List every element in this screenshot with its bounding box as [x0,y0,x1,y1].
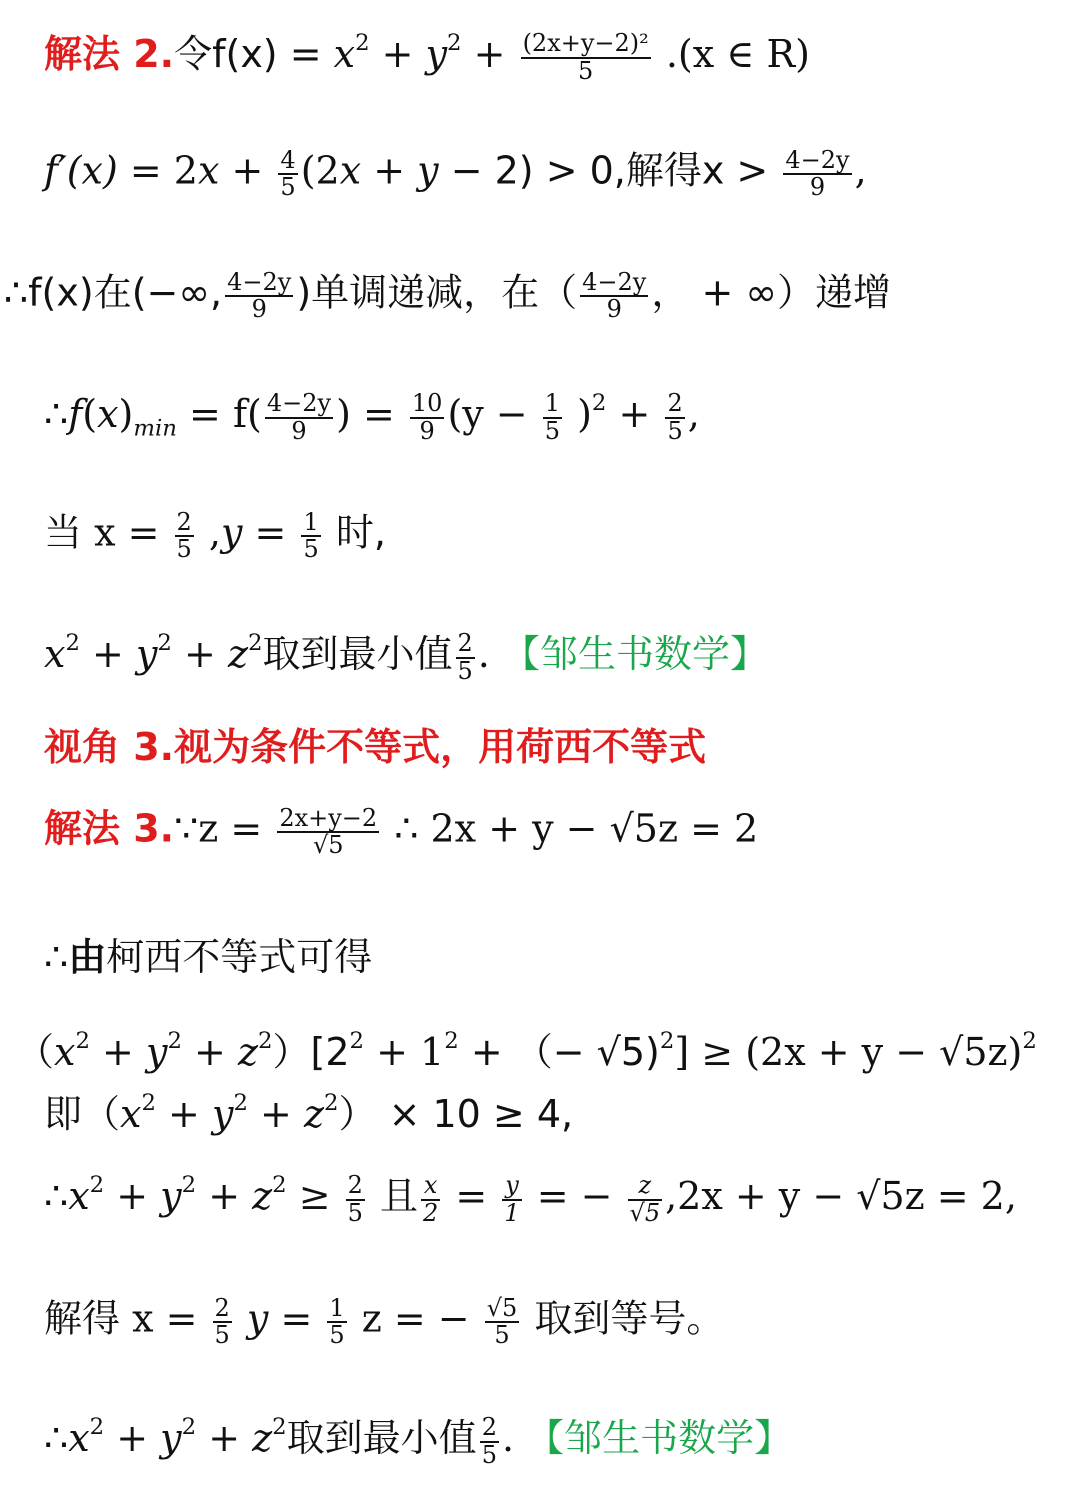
text: , [854,148,867,193]
denominator: 5 [280,173,296,202]
line-12 [44,1172,1017,1226]
denominator: 5 [303,535,319,564]
exp: 2 [257,1028,273,1054]
text: ∴ [44,1174,69,1219]
numerator: 4−2y [227,268,292,296]
denominator: √5 [629,1198,661,1227]
var: z [227,632,248,677]
fraction [783,148,851,200]
numerator: 1 [544,389,561,418]
text: （ [16,1030,55,1075]
var: y [417,148,439,193]
exp: 2 [89,1414,105,1440]
fraction [480,1415,499,1467]
line-6 [44,630,768,684]
text: − 2) > 0,解得x > [438,148,781,193]
method-label: 解法 3. [44,806,175,851]
exp: 2 [141,1090,156,1116]
text: + 1 [364,1030,445,1075]
numerator: 1 [329,1294,345,1322]
fraction [456,631,475,683]
text: ≥ [286,1174,343,1219]
denominator: 5 [457,656,473,685]
text: ∵z = [174,806,275,851]
var: y [425,32,448,77]
denominator: 5 [329,1321,345,1350]
text: + [181,1030,238,1075]
exp: 2 [355,30,370,56]
brand-tag: 【邹生书数学】 [526,1416,793,1461]
subscript: min [133,415,177,442]
text: + [89,1030,146,1075]
fraction [301,510,320,562]
var: y [220,510,243,555]
numerator: 2x+y−2 [279,804,378,832]
line-1 [44,30,810,84]
line-2 [44,148,867,200]
numerator: z [628,1173,663,1200]
fraction [277,806,379,858]
denominator: 9 [419,416,435,445]
text: , [687,392,700,437]
var: x [44,632,66,677]
text: + [361,148,418,193]
text: 解得 [44,1296,121,1341]
denominator: 9 [251,295,267,324]
exp: 2 [65,630,80,656]
fraction [225,270,293,322]
line-9 [44,936,372,980]
text: = 2 [117,148,198,193]
numerator: x [421,1173,440,1200]
var: y [160,1174,182,1219]
text: 令f(x) = [174,32,334,77]
numerator: (2x+y−2)² [522,29,649,58]
text: (2 [300,148,340,193]
text: ) [118,392,134,437]
text: = f( [176,392,262,437]
denominator: √5 [312,831,344,860]
text: z = − [349,1296,482,1341]
text: . [477,632,502,677]
exp: 2 [349,1028,365,1054]
numerator: 4−2y [582,268,647,296]
text: + [461,32,518,77]
numerator: 2 [457,629,473,658]
numerator: 4 [280,146,296,174]
var: y [145,1030,168,1075]
var: y [135,632,158,677]
text: ∴ 2x + y − √5z = 2 [382,806,759,851]
text: , [196,510,221,555]
exp: 2 [272,1414,287,1440]
text: + [369,32,426,77]
var: y [211,1092,234,1137]
text: ）[2 [272,1030,350,1075]
section-heading: 视角 3.视为条件不等式，用荷西不等式 [44,725,707,769]
line-8 [44,806,758,858]
fraction [421,1173,440,1225]
var: z [252,1174,273,1219]
denominator: 5 [176,535,192,564]
line-11 [44,1090,573,1137]
var: x [120,1092,142,1137]
var: z [252,1416,273,1461]
fraction [346,1173,365,1225]
var: x [339,148,362,193]
exp: 2 [447,30,462,56]
exp: 2 [157,630,172,656]
text: 取到最小值 [286,1416,477,1461]
numerator: 4−2y [785,146,850,174]
fraction [628,1173,663,1225]
text: + [104,1174,161,1219]
var: y [160,1416,182,1461]
numerator: y [502,1173,521,1200]
text: + [219,148,276,193]
line-4 [44,390,700,444]
denominator: 1 [504,1198,520,1227]
denominator: 5 [214,1321,230,1350]
var: z [303,1092,324,1137]
text: x = [120,1296,210,1341]
var: x [68,1174,90,1219]
var: z [237,1030,258,1075]
text: ] ≥ (2x + y − √5z) [674,1030,1023,1075]
method-label: 解法 2. [44,32,175,77]
fraction [265,391,333,443]
text: 柯西不等式可得 [106,935,373,979]
text: ) [565,392,592,437]
numerator: 2 [214,1294,230,1322]
denominator: 2 [423,1198,439,1227]
numerator: 2 [347,1171,363,1200]
exp: 2 [247,630,263,656]
text: ， + ∞）递增 [651,270,892,315]
var: y [246,1296,269,1341]
exp: 2 [181,1414,197,1440]
text: + [155,1092,212,1137]
text: 即（ [44,1092,121,1137]
fraction [485,1296,520,1348]
exp: 2 [1022,1028,1037,1054]
numerator: 1 [303,508,319,536]
exp: 2 [591,390,607,416]
denominator: 5 [347,1198,363,1227]
exp: 2 [167,1028,182,1054]
text [235,1297,247,1341]
exp: 2 [659,1028,675,1054]
text: + [196,1174,253,1219]
fraction [543,391,562,443]
text: 且 [367,1174,419,1219]
text: .(x ∈ R) [653,32,810,77]
text: ） × 10 ≥ 4, [338,1092,574,1137]
brand-tag: 【邹生书数学】 [501,632,768,677]
text: . [501,1416,527,1461]
text: = [443,1174,500,1219]
text: ( [82,392,98,437]
numerator: 2 [176,508,192,536]
text: 当 [44,510,83,555]
line-10 [16,1028,1037,1075]
numerator: 2 [481,1413,497,1442]
line-7 [44,726,706,770]
exp: 2 [233,1090,248,1116]
var: x [54,1030,76,1075]
exp: 2 [272,1172,287,1198]
text: )单调递减，在（ [296,270,578,315]
text: 时, [323,510,386,555]
text: ∴ [44,392,69,437]
text: + [196,1416,253,1461]
text: + [606,392,663,437]
exp: 2 [444,1028,459,1054]
text: + （− √5) [458,1030,660,1075]
text: + [104,1416,161,1461]
fraction [580,270,648,322]
var: x [97,392,119,437]
var: f [68,392,83,437]
denominator: 5 [481,1440,497,1469]
exp: 2 [89,1172,105,1198]
text: 取到最小值 [262,632,453,677]
text: + [171,632,228,677]
text: = − [524,1174,625,1219]
denominator: 5 [578,56,594,85]
text: + [247,1092,304,1137]
text: = [242,510,299,555]
exp: 2 [75,1028,90,1054]
denominator: 5 [667,416,683,445]
text: (y − [447,392,540,437]
exp: 2 [181,1172,197,1198]
text: + [79,632,136,677]
fraction [278,148,297,200]
exp: 2 [323,1090,339,1116]
fraction [175,510,194,562]
fraction [213,1296,232,1348]
denominator: 5 [544,416,561,445]
text: f′(x) [44,148,118,193]
denominator: 9 [606,295,622,324]
fraction [327,1296,346,1348]
text: ∴ [44,1416,69,1461]
text: = [268,1296,325,1341]
line-14 [44,1414,792,1468]
denominator: 9 [809,173,826,202]
denominator: 5 [494,1321,510,1350]
var: x [333,32,356,77]
text: 由 [68,935,107,979]
fraction [521,31,651,83]
text: x = [82,510,172,555]
fraction [410,391,445,443]
text: ,2x + y − √5z = 2, [665,1174,1017,1219]
numerator: 10 [411,389,443,418]
text: ∴ [44,935,69,979]
fraction [502,1173,521,1225]
text: 取到等号。 [522,1296,725,1341]
numerator: 2 [667,389,683,418]
var: x [197,148,220,193]
denominator: 9 [291,416,307,445]
line-13 [44,1296,724,1348]
text: ) = [336,392,407,437]
numerator: √5 [486,1294,518,1322]
line-3 [4,270,891,322]
var: x [68,1416,90,1461]
line-5 [44,510,386,562]
text: ∴f(x)在(−∞, [4,270,223,315]
fraction [665,391,684,443]
numerator: 4−2y [266,389,332,418]
